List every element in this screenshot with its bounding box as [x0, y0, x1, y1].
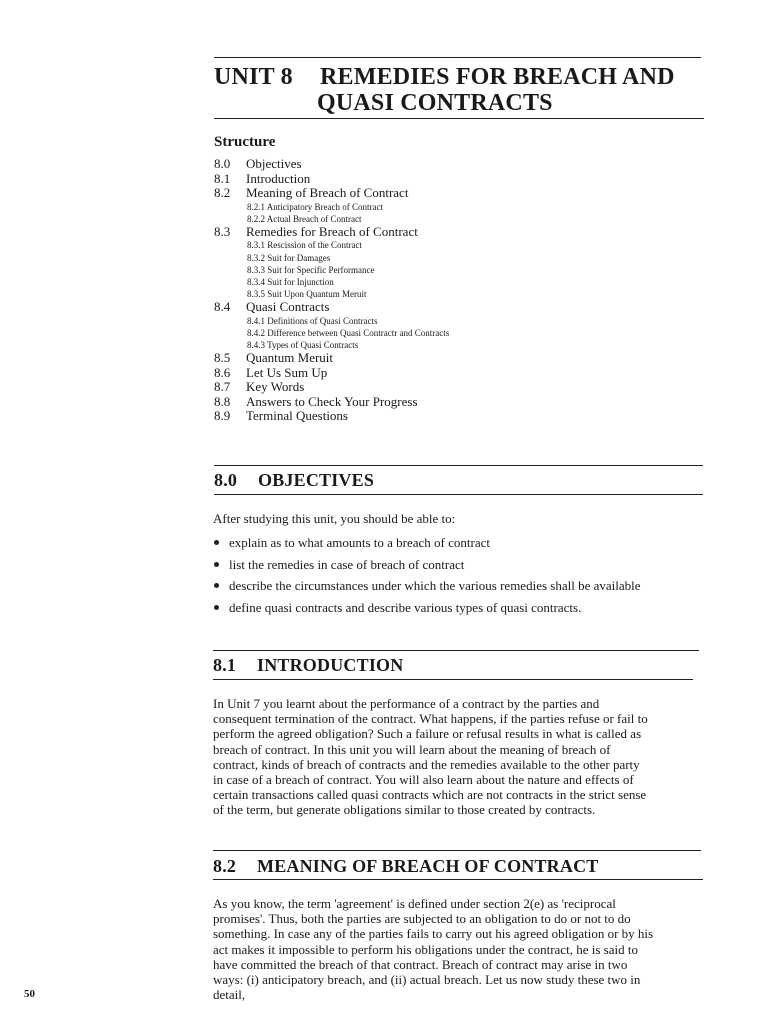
objective-bullet: [214, 535, 704, 557]
toc-subitem: 8.4.2 Difference between Quasi Contractr and Contracts: [247, 328, 450, 338]
toc-item-number: 8.1: [214, 170, 231, 186]
toc-item: [214, 351, 694, 366]
meaning-bottom-rule: [213, 879, 703, 880]
objectives-top-rule: [214, 465, 703, 466]
toc-item: [214, 225, 694, 240]
toc-item-label: Quasi Contracts: [246, 299, 330, 315]
paragraph-line: of the term, but generate obligations similar to those created by contracts.: [213, 802, 596, 818]
structure-heading: Structure: [214, 134, 276, 150]
toc-item-label: Introduction: [246, 170, 311, 186]
paragraph-line: As you know, the term 'agreement' is defined under section 2(e) as 'reciprocal: [213, 896, 616, 911]
paragraph-line: in case of a breach of contract. You will also learn about the nature and effects of: [213, 772, 634, 788]
toc-subitem: 8.4.3 Types of Quasi Contracts: [247, 340, 359, 351]
introduction-heading-number: 8.1: [213, 655, 237, 675]
toc-subitem: 8.3.1 Rescission of the Contract: [247, 240, 362, 251]
paragraph-line: In Unit 7 you learnt about the performance of a contract by the parties and: [213, 696, 600, 711]
toc-item-label: Meaning of Breach of Contract: [246, 185, 409, 200]
paragraph-line: breach of contract. In this unit you will learn about the meaning of breach of: [213, 741, 611, 757]
bullet-icon: [214, 583, 219, 588]
toc-item-number: 8.9: [214, 408, 231, 424]
toc-item: [214, 157, 694, 172]
toc-item: [214, 380, 694, 395]
toc-subitem: 8.2.1 Anticipatory Breach of Contract: [247, 201, 383, 212]
objective-text: explain as to what amounts to a breach of contract: [229, 535, 490, 550]
toc-item-number: 8.6: [214, 364, 231, 380]
bullet-icon: [214, 540, 219, 545]
objective-bullet: [214, 578, 704, 600]
meaning-heading: [213, 856, 598, 877]
page-number: 50: [24, 988, 35, 1000]
objective-text: list the remedies in case of breach of contract: [229, 556, 465, 572]
objectives-heading-number: 8.0: [214, 470, 238, 490]
toc-item-number: 8.8: [214, 393, 231, 409]
toc-subitem: 8.3.3 Suit for Specific Performance: [247, 264, 375, 275]
meaning-paragraph: [213, 896, 706, 1002]
toc-item-label: Terminal Questions: [246, 408, 348, 424]
paragraph-line: have committed the breach of that contract. Breach of contract may arise in two: [213, 956, 628, 972]
paragraph-line: consequent termination of the contract. What happens, if the parties refuse or fail to: [213, 711, 648, 727]
unit-title: [214, 64, 714, 116]
objectives-intro: After studying this unit, you should be able to:: [213, 511, 456, 526]
toc-item-label: Let Us Sum Up: [246, 364, 328, 380]
toc-item: [214, 395, 694, 410]
objective-bullet: [214, 557, 704, 579]
toc-item-label: Key Words: [246, 379, 305, 395]
paragraph-line: perform the agreed obligation? Such a failure or refusal results in what is called as: [213, 726, 642, 742]
table-of-contents: [214, 157, 694, 424]
paragraph-line: ways: (i) anticipatory breach, and (ii) actual breach. Let us now study these two in: [213, 972, 641, 988]
title-top-rule: [214, 57, 701, 58]
toc-item-number: 8.2: [214, 185, 231, 200]
toc-subitem: 8.3.4 Suit for Injunction: [247, 276, 334, 287]
toc-item: [214, 186, 694, 201]
toc-item-label: Remedies for Breach of Contract: [246, 223, 418, 239]
paragraph-line: certain transactions called quasi contracts which are not contracts in the strict sense: [213, 787, 647, 803]
objectives-heading-title: OBJECTIVES: [258, 470, 375, 490]
paragraph-line: detail,: [213, 987, 246, 1003]
toc-item-label: Answers to Check Your Progress: [246, 393, 418, 409]
toc-subitem: 8.2.2 Actual Breach of Contract: [247, 213, 362, 224]
toc-item-label: Objectives: [246, 156, 302, 171]
paragraph-line: something. In case any of the parties fails to carry out his agreed obligation or by his: [213, 926, 654, 942]
meaning-heading-title: MEANING OF BREACH OF CONTRACT: [257, 856, 599, 876]
toc-item: [214, 366, 694, 381]
toc-item-number: 8.3: [214, 223, 231, 239]
objective-bullet: [214, 600, 704, 622]
objectives-bottom-rule: [214, 494, 703, 495]
introduction-top-rule: [213, 650, 699, 651]
bullet-icon: [214, 605, 219, 610]
meaning-top-rule: [213, 850, 701, 851]
introduction-bottom-rule: [213, 679, 693, 680]
introduction-paragraph: [213, 696, 706, 818]
title-bottom-rule: [214, 118, 704, 119]
introduction-heading: [213, 655, 403, 676]
toc-item-number: 8.0: [214, 156, 231, 171]
bullet-icon: [214, 562, 219, 567]
toc-subitem: 8.3.2 Suit for Damages: [247, 252, 331, 263]
toc-item-number: 8.5: [214, 350, 231, 366]
toc-item: [214, 409, 694, 424]
toc-item-number: 8.4: [214, 299, 231, 315]
objectives-heading: [214, 470, 374, 491]
toc-item-label: Quantum Meruit: [246, 350, 334, 366]
toc-subitem: 8.3.5 Suit Upon Quantum Meruit: [247, 289, 367, 300]
paragraph-line: act makes it impossible to perform his obligations under the contract, he is said to: [213, 941, 638, 957]
paragraph-line: contract, kinds of breach of contracts and the remedies available to the other party: [213, 756, 640, 772]
objectives-list: [214, 535, 704, 621]
toc-item: [214, 172, 694, 187]
objective-text: define quasi contracts and describe various types of quasi contracts.: [229, 599, 582, 615]
unit-title-line1: REMEDIES FOR BREACH AND: [320, 64, 675, 90]
paragraph-line: promises'. Thus, both the parties are subjected to an obligation to do or not to do: [213, 911, 631, 927]
unit-title-line2: QUASI CONTRACTS: [317, 90, 553, 116]
objective-text: describe the circumstances under which the various remedies shall be available: [229, 578, 641, 593]
toc-item-number: 8.7: [214, 379, 231, 395]
toc-item: [214, 300, 694, 315]
toc-subitem: 8.4.1 Definitions of Quasi Contracts: [247, 315, 378, 326]
introduction-heading-title: INTRODUCTION: [257, 655, 404, 675]
meaning-heading-number: 8.2: [213, 856, 237, 876]
unit-number: UNIT 8: [214, 64, 293, 90]
